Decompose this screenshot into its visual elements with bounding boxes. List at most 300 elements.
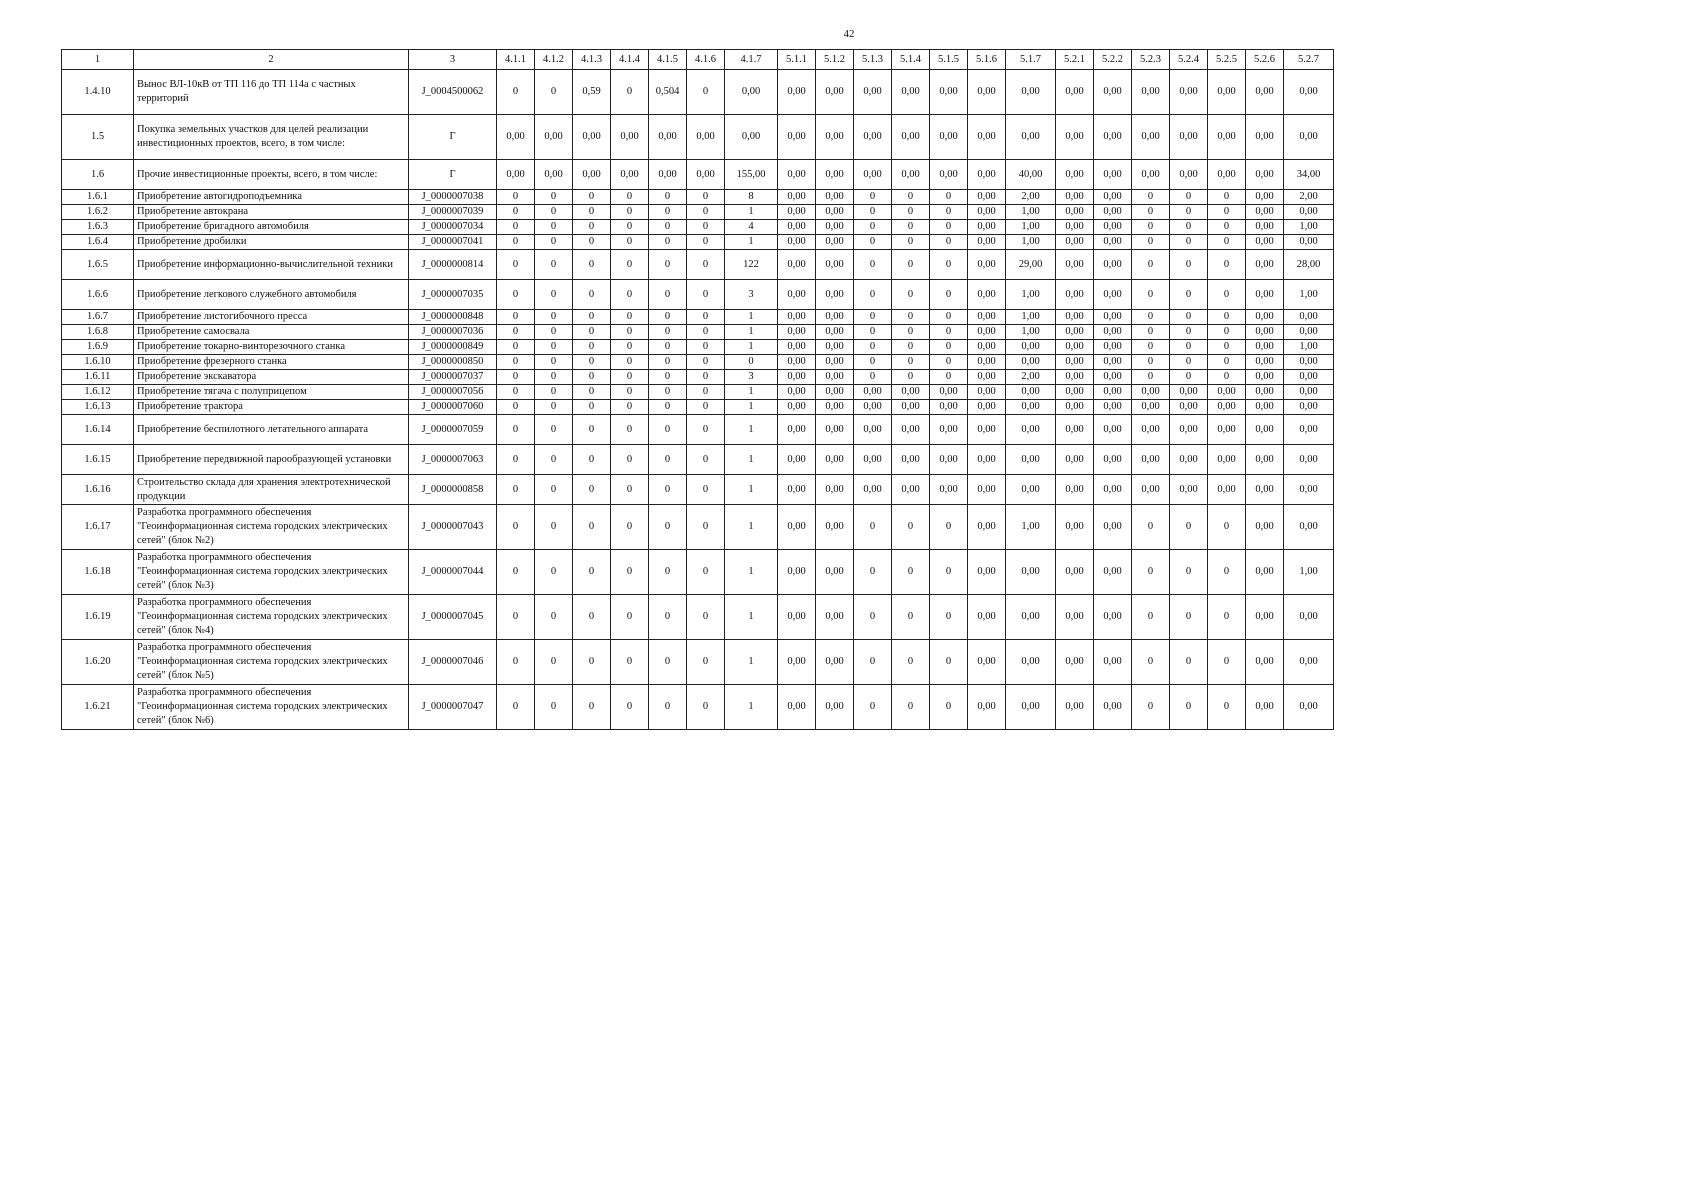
value-cell: 0,00 <box>816 205 854 220</box>
value-cell: 0,00 <box>892 415 930 445</box>
value-cell: 0,00 <box>1132 385 1170 400</box>
value-cell: 0,00 <box>1094 640 1132 685</box>
value-cell: 0 <box>687 370 725 385</box>
value-cell: 0 <box>930 685 968 730</box>
value-cell: 0 <box>497 385 535 400</box>
value-cell: 0,00 <box>1094 385 1132 400</box>
value-cell: 0 <box>649 355 687 370</box>
row-id-cell: J_0000007035 <box>409 280 497 310</box>
value-cell: 0 <box>892 550 930 595</box>
value-cell: 0 <box>892 355 930 370</box>
value-cell: 0 <box>573 385 611 400</box>
value-cell: 0 <box>497 280 535 310</box>
value-cell: 0 <box>573 325 611 340</box>
value-cell: 0 <box>1208 340 1246 355</box>
value-cell: 1 <box>725 310 778 325</box>
value-cell: 0,00 <box>778 190 816 205</box>
value-cell: 0 <box>892 325 930 340</box>
value-cell: 0,00 <box>1056 190 1094 205</box>
row-name-cell: Приобретение самосвала <box>134 325 409 340</box>
value-cell: 0 <box>611 220 649 235</box>
value-cell: 0,00 <box>1094 160 1132 190</box>
value-cell: 0 <box>497 550 535 595</box>
value-cell: 0 <box>892 220 930 235</box>
value-cell: 0,00 <box>930 475 968 505</box>
value-cell: 34,00 <box>1284 160 1334 190</box>
value-cell: 0 <box>930 250 968 280</box>
value-cell: 0,00 <box>778 400 816 415</box>
value-cell: 0,00 <box>1094 235 1132 250</box>
value-cell: 0 <box>649 475 687 505</box>
value-cell: 1,00 <box>1284 220 1334 235</box>
value-cell: 0 <box>854 280 892 310</box>
value-cell: 0 <box>611 190 649 205</box>
value-cell: 0,00 <box>1284 640 1334 685</box>
value-cell: 0 <box>687 190 725 205</box>
value-cell: 0 <box>892 685 930 730</box>
value-cell: 0,00 <box>535 160 573 190</box>
value-cell: 0,00 <box>854 475 892 505</box>
value-cell: 1,00 <box>1006 325 1056 340</box>
value-cell: 0,00 <box>1170 385 1208 400</box>
row-id-cell: Г <box>409 115 497 160</box>
row-number-cell: 1.6.5 <box>62 250 134 280</box>
value-cell: 0 <box>854 325 892 340</box>
value-cell: 0,00 <box>968 220 1006 235</box>
column-header: 5.2.3 <box>1132 50 1170 70</box>
value-cell: 1,00 <box>1284 340 1334 355</box>
value-cell: 0 <box>687 640 725 685</box>
column-header: 3 <box>409 50 497 70</box>
value-cell: 0,00 <box>1006 400 1056 415</box>
column-header: 4.1.3 <box>573 50 611 70</box>
row-name-cell: Разработка программного обеспечения "Геоинформационная система городских электрических сетей" (блок №5) <box>134 640 409 685</box>
value-cell: 0 <box>573 205 611 220</box>
value-cell: 0 <box>649 640 687 685</box>
table-row <box>62 385 1334 400</box>
value-cell: 0,00 <box>968 400 1006 415</box>
row-number-cell: 1.6.12 <box>62 385 134 400</box>
value-cell: 0,00 <box>1284 475 1334 505</box>
row-number-cell: 1.6.16 <box>62 475 134 505</box>
value-cell: 0,00 <box>816 475 854 505</box>
value-cell: 0,00 <box>778 160 816 190</box>
value-cell: 0 <box>854 220 892 235</box>
value-cell: 0,00 <box>1284 505 1334 550</box>
value-cell: 0 <box>892 205 930 220</box>
value-cell: 0,00 <box>1006 385 1056 400</box>
value-cell: 0,00 <box>854 115 892 160</box>
table-row <box>62 355 1334 370</box>
value-cell: 0,00 <box>816 325 854 340</box>
value-cell: 0,00 <box>816 400 854 415</box>
value-cell: 0 <box>649 550 687 595</box>
value-cell: 0 <box>687 235 725 250</box>
value-cell: 0,00 <box>1208 385 1246 400</box>
value-cell: 0,00 <box>1056 70 1094 115</box>
value-cell: 4 <box>725 220 778 235</box>
value-cell: 0 <box>1132 355 1170 370</box>
row-name-cell: Приобретение экскаватора <box>134 370 409 385</box>
value-cell: 0 <box>573 550 611 595</box>
value-cell: 0 <box>573 235 611 250</box>
row-name-cell: Разработка программного обеспечения "Геоинформационная система городских электрических сетей" (блок №2) <box>134 505 409 550</box>
value-cell: 0 <box>687 310 725 325</box>
value-cell: 0 <box>1132 235 1170 250</box>
value-cell: 0,00 <box>968 280 1006 310</box>
column-header: 5.1.6 <box>968 50 1006 70</box>
value-cell: 0,00 <box>968 310 1006 325</box>
value-cell: 0 <box>573 340 611 355</box>
row-number-cell: 1.6.4 <box>62 235 134 250</box>
value-cell: 0 <box>497 475 535 505</box>
value-cell: 0 <box>535 400 573 415</box>
value-cell: 0 <box>892 190 930 205</box>
value-cell: 0,00 <box>930 400 968 415</box>
value-cell: 0 <box>1170 310 1208 325</box>
value-cell: 0,00 <box>1246 190 1284 205</box>
row-id-cell: J_0000007047 <box>409 685 497 730</box>
value-cell: 0,00 <box>1246 325 1284 340</box>
value-cell: 0,00 <box>892 385 930 400</box>
value-cell: 0,00 <box>892 70 930 115</box>
value-cell: 0 <box>611 445 649 475</box>
value-cell: 0,00 <box>778 325 816 340</box>
value-cell: 0 <box>1132 325 1170 340</box>
value-cell: 0,00 <box>816 340 854 355</box>
value-cell: 0,00 <box>1094 115 1132 160</box>
value-cell: 0,00 <box>1284 400 1334 415</box>
value-cell: 0 <box>611 400 649 415</box>
value-cell: 0 <box>497 340 535 355</box>
column-header: 4.1.1 <box>497 50 535 70</box>
value-cell: 0 <box>535 325 573 340</box>
value-cell: 0 <box>611 370 649 385</box>
value-cell: 0,00 <box>778 640 816 685</box>
value-cell: 0 <box>535 550 573 595</box>
row-name-cell: Прочие инвестиционные проекты, всего, в том числе: <box>134 160 409 190</box>
row-id-cell: J_0000007045 <box>409 595 497 640</box>
value-cell: 0,00 <box>968 445 1006 475</box>
value-cell: 0,59 <box>573 70 611 115</box>
value-cell: 0 <box>687 475 725 505</box>
value-cell: 0 <box>930 595 968 640</box>
table-row <box>62 160 1334 190</box>
value-cell: 0 <box>611 235 649 250</box>
value-cell: 0 <box>687 550 725 595</box>
value-cell: 0,00 <box>778 70 816 115</box>
value-cell: 0 <box>854 250 892 280</box>
value-cell: 29,00 <box>1006 250 1056 280</box>
row-id-cell: J_0000007043 <box>409 505 497 550</box>
column-header: 5.1.5 <box>930 50 968 70</box>
value-cell: 0 <box>1132 595 1170 640</box>
value-cell: 0 <box>611 475 649 505</box>
value-cell: 0 <box>535 355 573 370</box>
table-row <box>62 640 1334 685</box>
value-cell: 0,00 <box>816 250 854 280</box>
value-cell: 0,00 <box>1094 250 1132 280</box>
value-cell: 0,00 <box>1094 280 1132 310</box>
value-cell: 0,00 <box>1094 340 1132 355</box>
table-row <box>62 505 1334 550</box>
row-id-cell: J_0000007044 <box>409 550 497 595</box>
value-cell: 0 <box>1208 595 1246 640</box>
value-cell: 0,00 <box>1056 475 1094 505</box>
value-cell: 0 <box>930 325 968 340</box>
value-cell: 0,00 <box>816 70 854 115</box>
value-cell: 0,00 <box>1056 220 1094 235</box>
table-row <box>62 475 1334 505</box>
value-cell: 3 <box>725 370 778 385</box>
value-cell: 0 <box>649 595 687 640</box>
value-cell: 0,00 <box>1246 505 1284 550</box>
table-row <box>62 415 1334 445</box>
row-name-cell: Приобретение листогибочного пресса <box>134 310 409 325</box>
value-cell: 0,00 <box>1094 310 1132 325</box>
value-cell: 0 <box>497 685 535 730</box>
value-cell: 0,00 <box>816 385 854 400</box>
value-cell: 0 <box>497 220 535 235</box>
row-number-cell: 1.6.6 <box>62 280 134 310</box>
value-cell: 0 <box>1132 205 1170 220</box>
value-cell: 0,00 <box>930 445 968 475</box>
value-cell: 0 <box>892 505 930 550</box>
row-number-cell: 1.4.10 <box>62 70 134 115</box>
value-cell: 0 <box>649 400 687 415</box>
value-cell: 0 <box>930 370 968 385</box>
value-cell: 0 <box>1170 640 1208 685</box>
row-id-cell: J_0000000858 <box>409 475 497 505</box>
value-cell: 0 <box>1208 640 1246 685</box>
value-cell: 0 <box>497 445 535 475</box>
value-cell: 0,00 <box>854 385 892 400</box>
value-cell: 0 <box>1208 325 1246 340</box>
value-cell: 0 <box>573 445 611 475</box>
value-cell: 0 <box>497 505 535 550</box>
column-header: 4.1.6 <box>687 50 725 70</box>
value-cell: 0,00 <box>497 115 535 160</box>
column-header: 5.2.1 <box>1056 50 1094 70</box>
value-cell: 0,00 <box>1094 685 1132 730</box>
value-cell: 0,00 <box>968 235 1006 250</box>
value-cell: 0,00 <box>1056 235 1094 250</box>
row-id-cell: J_0000007063 <box>409 445 497 475</box>
row-id-cell: J_0000000814 <box>409 250 497 280</box>
value-cell: 0,00 <box>1094 205 1132 220</box>
value-cell: 0,00 <box>1094 400 1132 415</box>
value-cell: 0,00 <box>1246 280 1284 310</box>
value-cell: 0,00 <box>1208 115 1246 160</box>
row-id-cell: J_0000000848 <box>409 310 497 325</box>
row-number-cell: 1.6.11 <box>62 370 134 385</box>
value-cell: 0,00 <box>1056 340 1094 355</box>
value-cell: 0 <box>854 595 892 640</box>
value-cell: 0 <box>1170 505 1208 550</box>
value-cell: 0 <box>535 370 573 385</box>
value-cell: 0,00 <box>854 160 892 190</box>
value-cell: 0 <box>687 70 725 115</box>
value-cell: 0,00 <box>687 115 725 160</box>
value-cell: 0,00 <box>968 355 1006 370</box>
value-cell: 0,00 <box>1284 355 1334 370</box>
value-cell: 0 <box>535 250 573 280</box>
value-cell: 0,00 <box>968 190 1006 205</box>
value-cell: 0 <box>649 310 687 325</box>
row-id-cell: J_0000007056 <box>409 385 497 400</box>
row-id-cell: J_0000007059 <box>409 415 497 445</box>
value-cell: 0 <box>1132 505 1170 550</box>
value-cell: 0 <box>535 685 573 730</box>
row-id-cell: J_0000007039 <box>409 205 497 220</box>
value-cell: 0,00 <box>968 340 1006 355</box>
value-cell: 0 <box>497 415 535 445</box>
column-header: 4.1.5 <box>649 50 687 70</box>
row-id-cell: J_0000000850 <box>409 355 497 370</box>
row-number-cell: 1.6.19 <box>62 595 134 640</box>
value-cell: 0 <box>1208 235 1246 250</box>
value-cell: 0 <box>649 505 687 550</box>
value-cell: 0,00 <box>1246 415 1284 445</box>
table-row <box>62 280 1334 310</box>
value-cell: 0 <box>1132 550 1170 595</box>
value-cell: 0,00 <box>1170 70 1208 115</box>
value-cell: 8 <box>725 190 778 205</box>
value-cell: 0 <box>930 340 968 355</box>
value-cell: 0,00 <box>1056 250 1094 280</box>
row-number-cell: 1.6.8 <box>62 325 134 340</box>
value-cell: 0 <box>611 250 649 280</box>
table-row <box>62 325 1334 340</box>
value-cell: 0 <box>1170 340 1208 355</box>
value-cell: 0,00 <box>1246 640 1284 685</box>
value-cell: 0,00 <box>854 415 892 445</box>
table-row <box>62 235 1334 250</box>
value-cell: 122 <box>725 250 778 280</box>
value-cell: 0,00 <box>1246 310 1284 325</box>
value-cell: 0 <box>535 640 573 685</box>
value-cell: 0 <box>687 595 725 640</box>
value-cell: 0,00 <box>1056 595 1094 640</box>
value-cell: 0,00 <box>968 685 1006 730</box>
value-cell: 0,00 <box>1056 505 1094 550</box>
value-cell: 0 <box>854 235 892 250</box>
row-name-cell: Приобретение легкового служебного автомобиля <box>134 280 409 310</box>
value-cell: 0 <box>687 325 725 340</box>
value-cell: 0 <box>930 205 968 220</box>
row-name-cell: Разработка программного обеспечения "Геоинформационная система городских электрических сетей" (блок №6) <box>134 685 409 730</box>
value-cell: 0,00 <box>930 115 968 160</box>
column-header: 4.1.7 <box>725 50 778 70</box>
value-cell: 0 <box>854 340 892 355</box>
value-cell: 0,00 <box>816 640 854 685</box>
value-cell: 0 <box>497 70 535 115</box>
value-cell: 0 <box>649 205 687 220</box>
value-cell: 0 <box>1170 190 1208 205</box>
value-cell: 0 <box>573 220 611 235</box>
value-cell: 0 <box>497 235 535 250</box>
value-cell: 0 <box>1170 370 1208 385</box>
value-cell: 0 <box>573 505 611 550</box>
value-cell: 0 <box>892 340 930 355</box>
value-cell: 0,00 <box>968 160 1006 190</box>
row-id-cell: J_0000007037 <box>409 370 497 385</box>
value-cell: 0 <box>535 505 573 550</box>
value-cell: 0,00 <box>816 415 854 445</box>
row-name-cell: Приобретение автогидроподъемника <box>134 190 409 205</box>
row-number-cell: 1.6.1 <box>62 190 134 205</box>
value-cell: 0,00 <box>1170 115 1208 160</box>
value-cell: 0 <box>649 385 687 400</box>
value-cell: 0 <box>611 355 649 370</box>
value-cell: 0 <box>573 475 611 505</box>
value-cell: 1,00 <box>1006 235 1056 250</box>
value-cell: 0,00 <box>1284 310 1334 325</box>
value-cell: 0,00 <box>1284 325 1334 340</box>
row-number-cell: 1.6.2 <box>62 205 134 220</box>
table-row <box>62 445 1334 475</box>
value-cell: 0 <box>611 325 649 340</box>
value-cell: 0 <box>892 280 930 310</box>
value-cell: 0 <box>611 505 649 550</box>
row-number-cell: 1.6.15 <box>62 445 134 475</box>
value-cell: 0,00 <box>1284 235 1334 250</box>
value-cell: 0 <box>687 355 725 370</box>
value-cell: 1 <box>725 445 778 475</box>
value-cell: 0 <box>854 550 892 595</box>
value-cell: 0,00 <box>1132 415 1170 445</box>
table-row <box>62 70 1334 115</box>
column-header: 5.1.7 <box>1006 50 1056 70</box>
value-cell: 0 <box>930 280 968 310</box>
value-cell: 0 <box>687 250 725 280</box>
value-cell: 0 <box>1208 550 1246 595</box>
value-cell: 0,00 <box>778 220 816 235</box>
value-cell: 0 <box>1208 250 1246 280</box>
row-number-cell: 1.6.3 <box>62 220 134 235</box>
value-cell: 0,00 <box>1170 415 1208 445</box>
value-cell: 0 <box>649 250 687 280</box>
value-cell: 0 <box>687 280 725 310</box>
value-cell: 0,00 <box>778 415 816 445</box>
value-cell: 0 <box>611 685 649 730</box>
value-cell: 0 <box>497 640 535 685</box>
value-cell: 0,00 <box>1246 235 1284 250</box>
value-cell: 0 <box>573 310 611 325</box>
value-cell: 0,00 <box>930 160 968 190</box>
row-number-cell: 1.6 <box>62 160 134 190</box>
value-cell: 0,00 <box>968 115 1006 160</box>
value-cell: 0 <box>1170 685 1208 730</box>
value-cell: 0,00 <box>816 310 854 325</box>
column-header: 5.2.7 <box>1284 50 1334 70</box>
value-cell: 0,00 <box>778 445 816 475</box>
value-cell: 0 <box>611 70 649 115</box>
value-cell: 0 <box>497 370 535 385</box>
value-cell: 0,00 <box>1094 550 1132 595</box>
value-cell: 0,00 <box>649 160 687 190</box>
value-cell: 0,00 <box>1132 400 1170 415</box>
value-cell: 0,00 <box>1006 550 1056 595</box>
table-header-row <box>62 50 1334 70</box>
value-cell: 0,00 <box>1246 250 1284 280</box>
value-cell: 0 <box>535 190 573 205</box>
column-header: 5.1.3 <box>854 50 892 70</box>
value-cell: 0 <box>535 595 573 640</box>
row-name-cell: Приобретение бригадного автомобиля <box>134 220 409 235</box>
value-cell: 0,00 <box>1284 445 1334 475</box>
value-cell: 0 <box>930 190 968 205</box>
